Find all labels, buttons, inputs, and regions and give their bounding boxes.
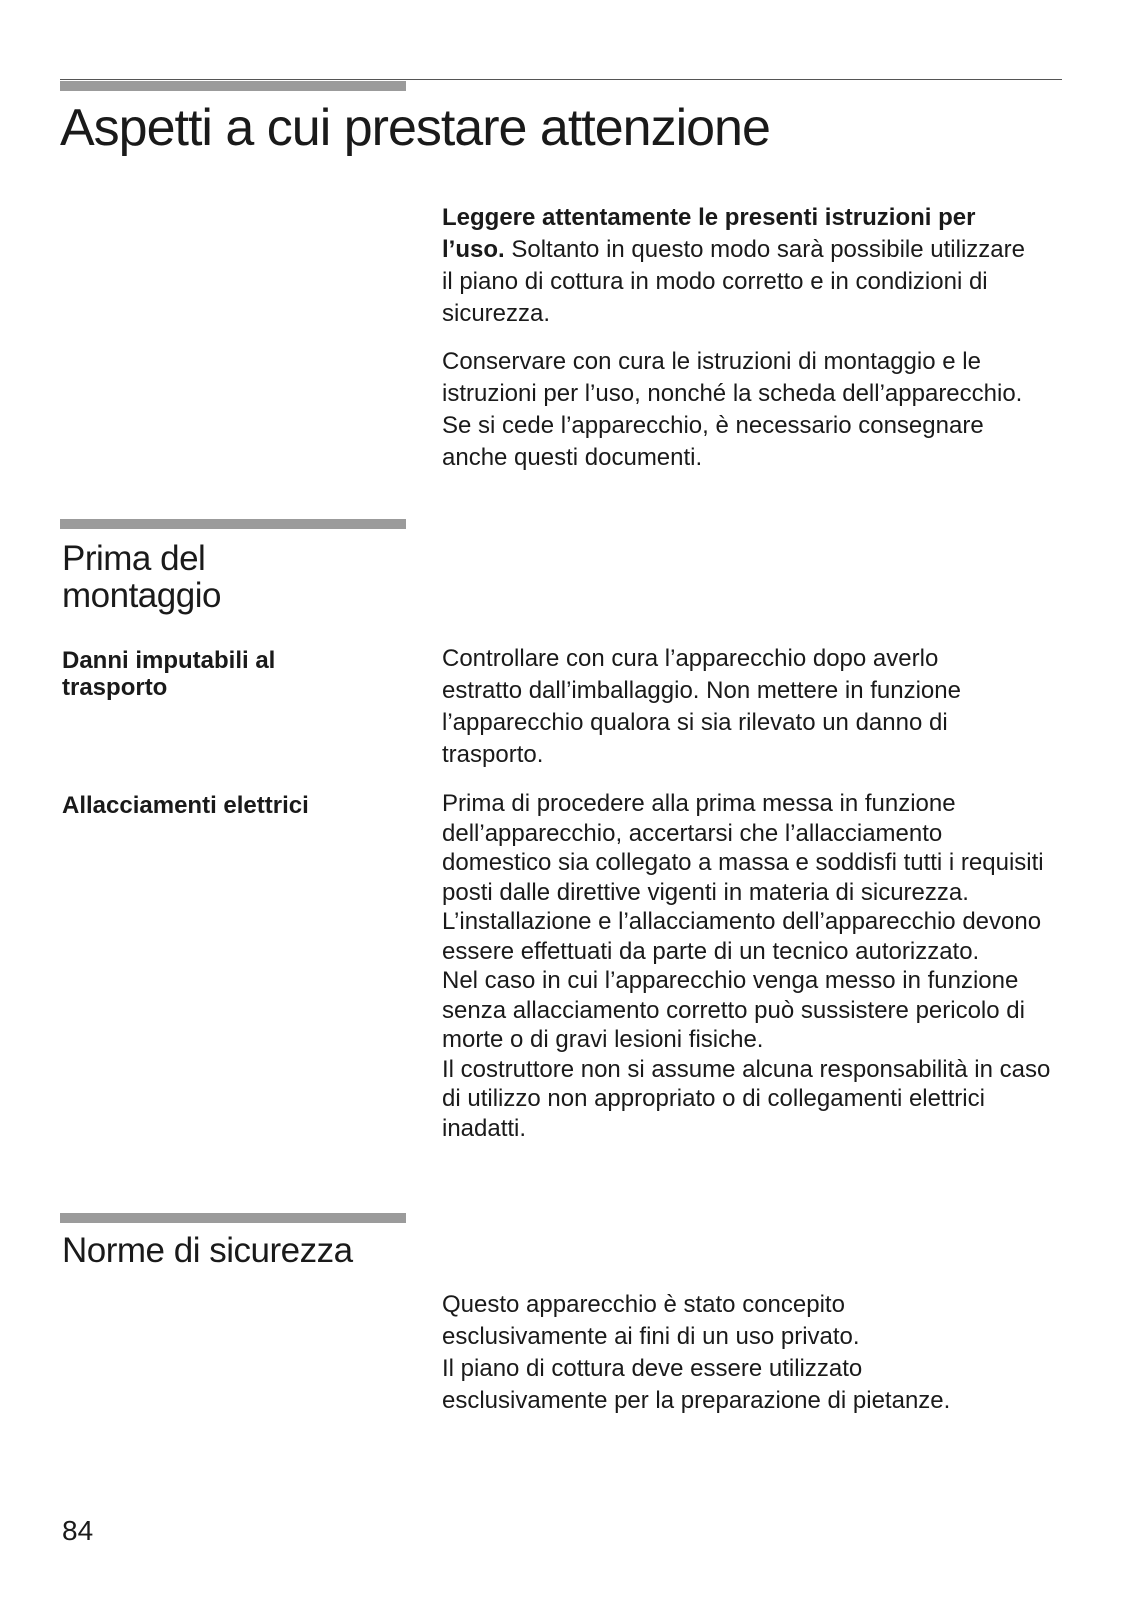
allacciamenti-paragraph-2: Nel caso in cui l’apparecchio venga messo in funzione senza allacciamento corretto può sussistere pericolo di morte o di gravi lesioni fisiche. [442, 967, 1025, 1053]
intro-paragraph-2: Conservare con cura le istruzioni di montaggio e le istruzioni per l’uso, nonché la scheda dell’apparecchio. Se si cede l’apparecchio, è necessario consegnare anche questi documenti. [442, 348, 1023, 471]
allacciamenti-paragraph-1: Prima di procedere alla prima messa in funzione dell’apparecchio, accertarsi che l’allacciamento domestico sia collegato a massa e soddisfi tutti i requisiti posti dalle direttive vigenti in materia di sicurezza. L’installazione e l’allacciamento dell’apparecchio devono essere effettuati da parte di un tecnico autorizzato. [442, 790, 1044, 965]
text-allacciamenti-elettrici [442, 789, 1082, 1143]
header-rule-thin [60, 79, 1062, 80]
label-allacciamenti-elettrici: Allacciamenti elettrici [62, 792, 309, 819]
allacciamenti-paragraph-3: Il costruttore non si assume alcuna responsabilità in caso di utilizzo non appropriato o di collegamenti elettrici inadatti. [442, 1055, 1051, 1142]
intro-paragraph-1-rest: Soltanto in questo modo sarà possibile utilizzare il piano di cottura in modo corretto e in condizioni di sicurezza. [442, 236, 1025, 327]
section-rule-montaggio [60, 519, 406, 529]
section-heading-montaggio [62, 540, 221, 614]
intro-paragraph-1 [442, 202, 1042, 330]
label-danni-trasporto: Danni imputabili al trasporto [62, 647, 276, 701]
sicurezza-paragraph-1: Questo apparecchio è stato concepito esclusivamente ai fini di un uso privato. [442, 1291, 860, 1350]
section-heading-sicurezza: Norme di sicurezza [62, 1231, 353, 1270]
section-heading-montaggio-line2: montaggio [62, 576, 221, 615]
section-rule-sicurezza [60, 1213, 406, 1223]
text-danni-trasporto: Controllare con cura l’apparecchio dopo averlo estratto dall’imballaggio. Non mettere in funzione l’apparecchio qualora si sia rilevato un danno di trasporto. [442, 645, 961, 768]
text-sicurezza [442, 1289, 1002, 1417]
page-number: 84 [62, 1515, 94, 1546]
sicurezza-paragraph-2: Il piano di cottura deve essere utilizzato esclusivamente per la preparazione di pietanze. [442, 1355, 951, 1414]
header-rule-thick [60, 81, 406, 91]
page-title: Aspetti a cui prestare attenzione [60, 99, 770, 157]
intro-bold-lead: Leggere attentamente le presenti istruzioni per l’uso. [442, 204, 976, 263]
section-heading-montaggio-line1: Prima del [62, 539, 206, 578]
